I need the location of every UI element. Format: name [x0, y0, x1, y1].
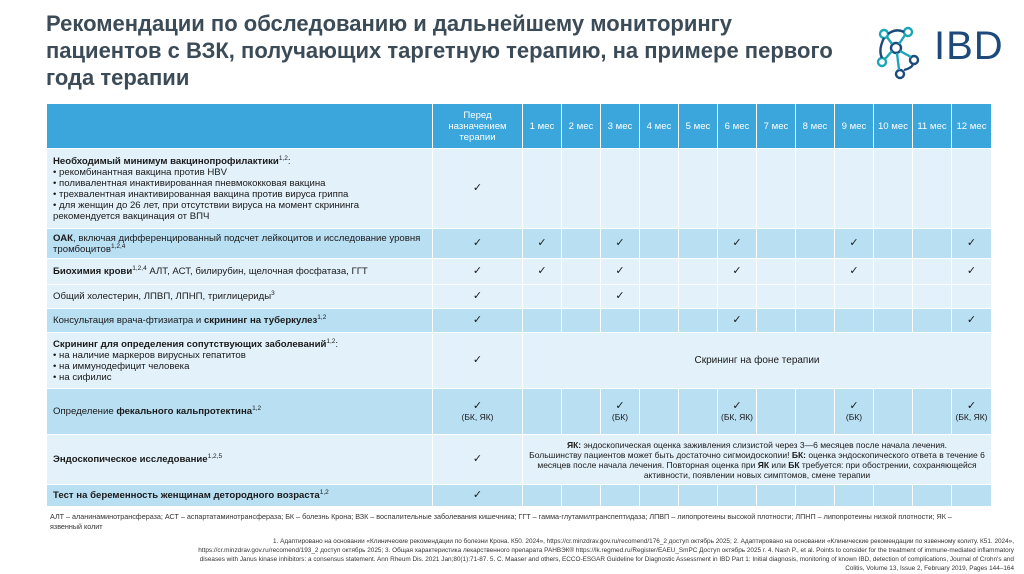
check-mark: ✓ — [601, 285, 640, 309]
header-month: 8 мес — [796, 104, 835, 149]
check-mark-cell: ✓ (БК) — [835, 389, 874, 435]
check-mark: ✓ — [718, 259, 757, 285]
row-calprotectin — [47, 389, 992, 435]
row-label: Общий холестерин, ЛПВП, ЛПНП, триглицериды$^3$ — [47, 285, 433, 309]
check-mark: ✓ — [952, 229, 992, 259]
row-label: Тест на беременность женщинам детородного возраста$^{1,2}$ — [47, 485, 433, 507]
row-biochemistry — [47, 259, 992, 285]
header-before-therapy: Перед назначением терапии — [433, 104, 523, 149]
header-month: 9 мес — [835, 104, 874, 149]
row-label: Определение фекального кальпротектина$^{1,2}$ — [47, 389, 433, 435]
check-mark-cell: ✓ (БК) — [601, 389, 640, 435]
row-comorbidity-screening — [47, 333, 992, 389]
check-mark: ✓ — [523, 259, 562, 285]
check-mark-cell: ✓ (БК, ЯК) — [952, 389, 992, 435]
check-mark-cell: ✓ (БК, ЯК) — [718, 389, 757, 435]
row-label: Эндоскопическое исследование$^{1,2,5}$ — [47, 435, 433, 485]
check-mark: ✓ — [952, 309, 992, 333]
row-label: ОАК, включая дифференцированный подсчет лейкоцитов и исследование уровня тромбоцитов$^{1,2,4}$ — [47, 229, 433, 259]
header-month: 1 мес — [523, 104, 562, 149]
check-mark-cell: ✓ (БК, ЯК) — [433, 389, 523, 435]
row-label: Скрининг для определения сопутствующих заболеваний$^{1,2}$: • на наличие маркеров вирусных гепатитов • на иммунодефицит человека • на сифилис — [47, 333, 433, 389]
header-month: 4 мес — [640, 104, 679, 149]
check-mark: ✓ — [433, 229, 523, 259]
check-mark: ✓ — [718, 309, 757, 333]
check-mark: ✓ — [523, 229, 562, 259]
check-mark: ✓ — [433, 435, 523, 485]
row-pregnancy-test — [47, 485, 992, 507]
check-mark: ✓ — [433, 485, 523, 507]
header-month: 11 мес — [913, 104, 952, 149]
abbreviations-footnote: АЛТ – аланинаминотрансфераза; АСТ – аспартатаминотрансфераза; БК – болезнь Крона; ВЗК – воспалительные заболевания кишечника; ГГТ – гамма-глутамилтранспептидаза; ЛПВП – липопротеины высокой плотности; ЛПНП – липопротеины низкой плотности; ЯК – язвенный колит — [50, 512, 952, 531]
check-mark: ✓ — [433, 309, 523, 333]
page-title: Рекомендации по обследованию и дальнейшему мониторингу пациентов с ВЗК, получающих таргетную терапию, на примере первого года терапии — [46, 11, 833, 90]
check-mark: ✓ — [835, 259, 874, 285]
check-mark: ✓ — [433, 285, 523, 309]
check-mark: ✓ — [601, 229, 640, 259]
header-label-cell — [47, 104, 433, 149]
check-mark: ✓ — [601, 259, 640, 285]
row-cbc — [47, 229, 992, 259]
screening-during-therapy: Скрининг на фоне терапии — [523, 333, 992, 389]
endoscopy-note: ЯК: эндоскопическая оценка заживления слизистой через 3—6 месяцев после начала лечения. Большинству пациентов может быть достаточно сигмоидоскопии! БК: оценка эндоскопического ответа в течение 6 месяцев после начала лечения. Повторная оценка при ЯК или БК требуется: при обострении, сохраняющейся активности, появлении новых симптомов, смене терапии — [523, 435, 992, 485]
row-label: Консультация врача-фтизиатра и скрининг на туберкулез$^{1,2}$ — [47, 309, 433, 333]
header-month: 2 мес — [562, 104, 601, 149]
check-mark: ✓ — [718, 229, 757, 259]
check-mark: ✓ — [433, 259, 523, 285]
check-mark: ✓ — [433, 333, 523, 389]
header-month: 6 мес — [718, 104, 757, 149]
row-label: Биохимия крови$^{1,2,4}$ АЛТ, АСТ, билирубин, щелочная фосфатаза, ГГТ — [47, 259, 433, 285]
header-month: 12 мес — [952, 104, 992, 149]
logo-text: IBD — [934, 24, 1004, 68]
check-mark: ✓ — [952, 259, 992, 285]
header-month: 7 мес — [757, 104, 796, 149]
header-month: 3 мес — [601, 104, 640, 149]
check-mark: ✓ — [433, 149, 523, 229]
row-tuberculosis — [47, 309, 992, 333]
header-month: 10 мес — [874, 104, 913, 149]
row-lipids — [47, 285, 992, 309]
references-footnote: 1. Адаптировано на основании «Клинические рекомендации по болезни Крона. К50. 2024», https://cr.minzdrav.gov.ru/recomend/176_2 доступ октябрь 2025; 2. Адаптировано на основании «Клинические рекомендации по язвенному колиту. К51. 2024», https://cr.minzdrav.gov.ru/recomend/193_2 доступ октябрь 2025; 3. Общая характеристика лекарственного препарата РАНВЭК® https://lk.regmed.ru/Register/EAEU_SmPC Доступ октябрь 2025 г. 4. Nash P., et al. Points to consider for the treatment of immune-mediated inflammatory diseases with Janus kinase inhibitors: a consensus statement. Ann Rheum Dis. 2021 Jan;80(1):71-87. 5. C. Maaser and others, ECCO-ESGAR Guideline for Diagnostic Assessment in IBD Part 1: Initial diagnosis, monitoring of known IBD, detection of complications, Journal of Crohn's and Colitis, Volume 13, Issue 2, February 2019, Pages 144–164 — [198, 538, 1014, 572]
monitoring-table — [46, 103, 992, 507]
table-header-row — [47, 104, 992, 149]
row-endoscopy — [47, 435, 992, 485]
row-label: Необходимый минимум вакцинопрофилактики$^{1,2}$: • рекомбинантная вакцина против HBV • поливалентная инактивированная пневмококковая вакцина • трехвалентная инактивированная вакцина против вируса гриппа • для женщин до 26 лет, при отсутствии вируса на момент скрининга рекомендуется вакцинация от ВПЧ — [47, 149, 433, 229]
check-mark: ✓ — [835, 229, 874, 259]
header-month: 5 мес — [679, 104, 718, 149]
row-vaccination — [47, 149, 992, 229]
